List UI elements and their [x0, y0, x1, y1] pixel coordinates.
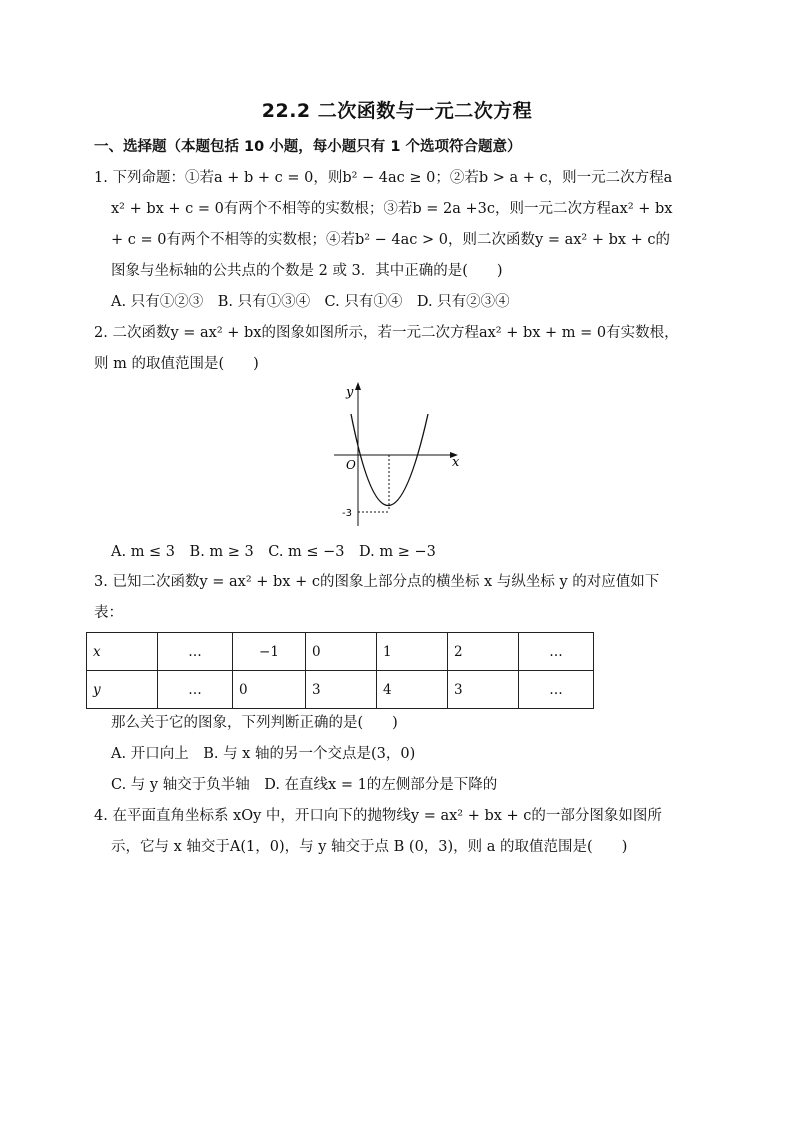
table-cell: …	[158, 633, 233, 671]
q3-options-cd: C. 与 y 轴交于负半轴 D. 在直线x = 1的左侧部分是下降的	[111, 777, 498, 793]
page-title: 22.2 二次函数与一元二次方程	[261, 100, 533, 122]
table-cell: 1	[377, 633, 448, 671]
table-row-x	[87, 633, 594, 671]
q1-options: A. 只有①②③ B. 只有①③④ C. 只有①④ D. 只有②③④	[111, 294, 510, 310]
table-cell: −1	[233, 633, 306, 671]
q3-line-3: 那么关于它的图象，下列判断正确的是( )	[111, 715, 398, 731]
min-value-label: -3	[342, 508, 352, 519]
q1-line-1: 1. 下列命题：①若a + b + c = 0，则b² − 4ac ≥ 0；②若b > a + c，则一元二次方程a	[94, 170, 673, 186]
q4-line-2: 示，它与 x 轴交于A(1，0)，与 y 轴交于点 B (0，3)，则 a 的取值范围是( )	[111, 839, 628, 855]
x-axis-label: x	[452, 455, 460, 470]
table-cell: …	[519, 671, 594, 709]
table-cell: 2	[448, 633, 519, 671]
table-cell: 3	[306, 671, 377, 709]
origin-label: O	[346, 458, 356, 472]
q2-options: A. m ≤ 3 B. m ≥ 3 C. m ≤ −3 D. m ≥ −3	[111, 544, 436, 560]
table-cell: …	[158, 671, 233, 709]
table-cell: y	[87, 671, 158, 709]
table-row-y	[87, 671, 594, 709]
section-heading: 一、选择题（本题包括 10 小题，每小题只有 1 个选项符合题意）	[94, 139, 522, 155]
table-cell: 0	[306, 633, 377, 671]
q1-line-2: x² + bx + c = 0有两个不相等的实数根；③若b = 2a +3c，则一元二次方程ax² + bx	[111, 201, 673, 217]
q1-line-4: 图象与坐标轴的公共点的个数是 2 或 3．其中正确的是( )	[111, 263, 503, 279]
table-cell: 0	[233, 671, 306, 709]
y-axis-label: y	[346, 385, 354, 400]
q2-line-2: 则 m 的取值范围是( )	[94, 356, 259, 372]
q3-options-ab: A. 开口向上 B. 与 x 轴的另一个交点是(3，0)	[111, 746, 416, 762]
table-cell: …	[519, 633, 594, 671]
parabola-graph	[330, 378, 470, 528]
q3-line-2: 表：	[94, 605, 123, 621]
q4-line-1: 4. 在平面直角坐标系 xOy 中，开口向下的抛物线y = ax² + bx + c的一部分图象如图所	[94, 808, 662, 824]
q3-line-1: 3. 已知二次函数y = ax² + bx + c的图象上部分点的横坐标 x 与纵坐标 y 的对应值如下	[94, 574, 660, 590]
q1-line-3: + c = 0有两个不相等的实数根；④若b² − 4ac > 0，则二次函数y = ax² + bx + c的	[111, 232, 671, 248]
q2-line-1: 2. 二次函数y = ax² + bx的图象如图所示，若一元二次方程ax² + bx + m = 0有实数根，	[94, 325, 679, 341]
y-axis-arrow	[355, 382, 361, 390]
table-cell: x	[87, 633, 158, 671]
table-cell: 3	[448, 671, 519, 709]
value-table	[86, 632, 594, 709]
table-cell: 4	[377, 671, 448, 709]
